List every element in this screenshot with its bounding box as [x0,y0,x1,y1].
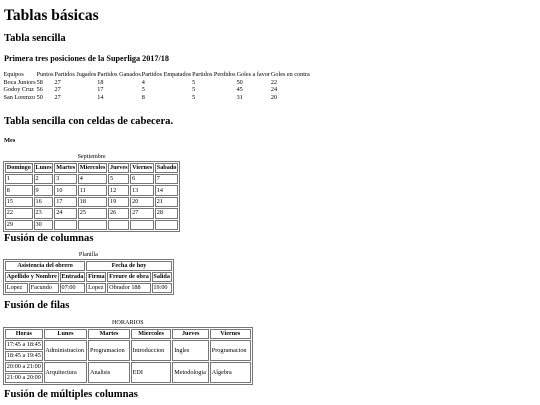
table-cell: 17 [54,197,77,207]
column-header: Martes [56,164,76,171]
table-cell: 2 [34,174,54,184]
column-header: Sabado [156,164,177,171]
planilla-table [3,251,174,295]
table-cell [155,220,178,230]
column-header: Horas [5,329,43,339]
table-cell: Lopez [5,283,28,293]
time-cell: 21:00 a 20:00 [6,374,41,381]
calendar-table [3,153,180,232]
simple-table-heading: Tabla sencilla [4,33,66,44]
row-merge-heading: Fusión de filas [4,300,70,311]
table-row [3,86,310,94]
table-cell: 27 [130,208,154,218]
column-header: Puntos [36,71,54,78]
table-cell: 07:00 [60,283,86,293]
table-cell: 19 [108,197,129,207]
table-cell: Ingles [172,340,209,361]
table-cell: 11 [78,185,107,195]
table-cell: 29 [5,220,33,230]
table-cell: 50 [36,93,43,101]
table-cell: 19:00 [152,283,172,293]
table-cell: 13 [130,185,154,195]
table-header-row [5,272,172,282]
table-cell: 45 [236,86,243,94]
column-header: Jueves [109,164,128,171]
table-cell: 18 [78,197,107,207]
table-cell: Algebra [210,362,251,383]
column-header: Entrada [61,273,84,280]
table-cell: Boca Juniors [3,78,36,86]
table-cell: 14 [97,93,104,101]
table-row [5,340,251,350]
column-header: Apellido y Nombre [6,273,57,280]
table-row [5,197,178,207]
table-cell: 12 [108,185,129,195]
column-header: Jueves [172,329,209,339]
table-cell: 25 [78,208,107,218]
table-row [3,94,310,102]
page-title: Tablas básicas [4,7,99,24]
table-cell: 20 [270,93,278,101]
table-cell: 50 [236,78,243,86]
table-header-row [5,163,178,173]
column-merge-heading: Fusión de columnas [4,233,94,244]
table-cell: 23 [34,208,54,218]
table-cell: Introduccion [131,340,172,361]
table-cell: 17 [97,86,104,94]
table-cell: 16 [34,197,54,207]
table-cell: 31 [236,93,243,101]
table-cell: 22 [270,78,278,86]
time-cell: 20:00 a 21:00 [6,363,41,370]
table-cell: 5 [192,78,196,86]
month-subheading: Mes [4,137,16,144]
simple-table-subheading: Primera tres posiciones de la Superliga 2017/18 [4,54,169,63]
table-header-row [3,71,310,79]
table-cell: 21 [155,197,178,207]
table-cell: 24 [270,86,278,94]
group-header: Fecha de hoy [86,261,171,271]
table-cell: 8 [5,185,33,195]
table-cell: 28 [155,208,178,218]
table-cell: 56 [36,86,43,94]
table-cell: Arquitectura [44,362,88,383]
table-caption: HORARIOS [111,319,144,326]
table-cell: 15 [5,197,33,207]
table-cell: 9 [34,185,54,195]
column-header: Domingo [6,164,31,171]
header-table-heading: Tabla sencilla con celdas de cabecera. [4,116,174,127]
table-cell: 30 [34,220,54,230]
column-header: Goles en contra [270,71,310,78]
table-cell: San Lorenzo [3,93,35,101]
table-row [5,283,172,293]
table-cell: Facundo [29,283,59,293]
table-cell: 27 [54,93,61,101]
table-caption: Septiembre [77,153,106,160]
column-header: Miercoles [131,329,172,339]
table-row [5,362,251,372]
table-row [5,174,178,184]
time-cell: 17:45 a 18:45 [6,341,41,348]
time-cell: 18:45 a 19:45 [6,352,41,359]
superliga-table [3,71,310,101]
multi-column-heading: Fusión de múltiples columnas [4,389,138,400]
column-header: Partidos Jugados [54,71,97,78]
table-row [3,79,310,87]
column-header: Freure de obra [109,273,149,280]
table-cell: 14 [155,185,178,195]
column-header: Martes [88,329,130,339]
column-header: Lunes [35,164,52,171]
table-cell [108,220,129,230]
table-cell: Metodologia [172,362,209,383]
column-header: Lunes [44,329,88,339]
table-cell: 7 [155,174,178,184]
table-cell: 4 [78,174,107,184]
table-cell: EDI [131,362,172,383]
table-caption: Planilla [78,251,98,258]
table-row [5,185,178,195]
table-cell: 4 [141,78,145,86]
table-cell: Administracion [44,340,88,361]
column-header: Partidos Ganados [97,71,141,78]
table-header-row [5,261,172,271]
column-header: Equipos [3,71,24,78]
table-cell: 18 [97,78,104,86]
table-cell: Lopez [86,283,106,293]
table-cell [54,220,77,230]
table-cell: Programacion [210,340,251,361]
column-header: Viernes [132,164,153,171]
column-header: Partidos Empatados [141,71,192,78]
table-row [5,208,178,218]
table-cell: Godoy Cruz [3,86,34,94]
table-cell [78,220,107,230]
table-row [5,220,178,230]
table-cell [130,220,154,230]
column-header: Viernes [210,329,251,339]
table-cell: 24 [54,208,77,218]
horarios-table [3,319,253,385]
table-cell: 26 [108,208,129,218]
table-cell: 27 [54,78,61,86]
table-cell: 5 [192,93,196,101]
table-cell: 5 [192,86,196,94]
column-header: Goles a favor [236,71,270,78]
table-cell: 58 [36,78,43,86]
table-cell: Obrador 188 [107,283,150,293]
column-header: Salida [153,273,170,280]
table-cell: 1 [5,174,33,184]
group-header: Asistencia del obrero [5,261,85,271]
table-cell: 5 [141,86,145,94]
table-header-row [5,329,251,339]
table-cell: 22 [5,208,33,218]
table-cell: 10 [54,185,77,195]
table-cell: Programacion [88,340,130,361]
table-cell: 27 [54,86,61,94]
column-header: Firma [88,273,105,280]
table-cell: 20 [130,197,154,207]
column-header: Miercoles [79,164,106,171]
table-cell: 3 [54,174,77,184]
table-cell: Analisis [88,362,130,383]
table-cell: 5 [108,174,129,184]
column-header: Partidos Perdidos [192,71,236,78]
table-cell: 6 [130,174,154,184]
table-cell: 8 [141,93,145,101]
